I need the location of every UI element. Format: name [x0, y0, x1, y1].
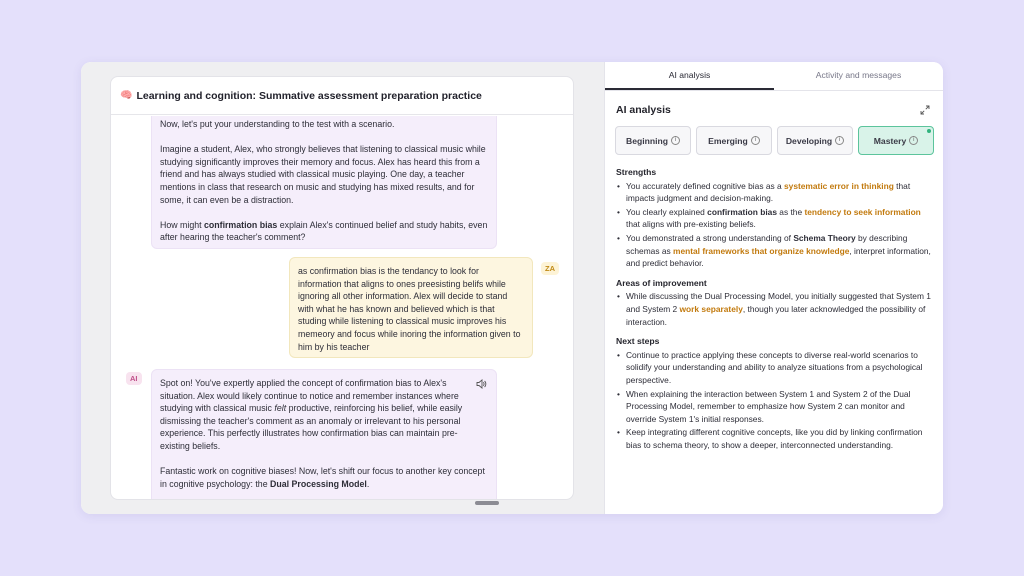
analysis-content: [616, 166, 936, 458]
chat-pane: [81, 62, 604, 514]
list-item: • You accurately defined cognitive bias as a systematic error in thinking that impacts judgment and decision-making.: [616, 180, 936, 205]
selected-indicator: [927, 129, 931, 133]
message-paragraph: Fantastic work on cognitive biases! Now, let's shift our focus to another key concept in cognitive psychology: the Dual Processing Model.: [160, 466, 485, 489]
user-avatar: ZA: [541, 262, 559, 275]
level-developing[interactable]: Developing i: [777, 126, 853, 155]
brain-icon: 🧠: [120, 90, 133, 101]
info-icon[interactable]: i: [909, 136, 918, 145]
ai-message: [151, 369, 497, 499]
app-window: [81, 62, 943, 514]
list-item: • You demonstrated a strong understanding of Schema Theory by describing schemas as mental frameworks that organize knowledge, interpret information, and predict behavior.: [616, 232, 936, 270]
list-item: • Continue to practice applying these concepts to diverse real-world scenarios to solidify your understanding and ability to analyze situations from a psychological perspective.: [616, 349, 936, 387]
list-item: • When explaining the interaction between System 1 and System 2 of the Dual Processing Model, remember to emphasize how System 2 can monitor and override System 1's initial responses.: [616, 388, 936, 426]
analysis-pane: [604, 62, 943, 514]
message-paragraph: How might confirmation bias explain Alex's continued belief and study habits, even after hearing the teacher's comment?: [160, 219, 488, 243]
info-icon[interactable]: i: [751, 136, 760, 145]
message-paragraph: Now, let's put your understanding to the test with a scenario.: [160, 119, 395, 129]
mastery-level-selector: [615, 126, 934, 155]
section-heading: Areas of improvement: [616, 277, 707, 288]
panel-tabs: [605, 62, 943, 91]
user-message: [289, 257, 533, 358]
tab-activity-messages[interactable]: Activity and messages: [815, 70, 902, 80]
resize-handle[interactable]: [475, 501, 499, 505]
section-heading: Next steps: [616, 336, 660, 347]
message-paragraph: Imagine a student, Alex, who strongly believes that listening to classical music while studying significantly improves their memory and focus. Alex has heard this from a friend and has always studied with classical music playing. One day, a teacher mentions in class that research on music and studying has mixed results, and for some, it can even be a distraction.: [160, 144, 486, 205]
list-item: • While discussing the Dual Processing Model, you initially suggested that System 1 and System 2 work separately, though you later acknowledged the possibility of interaction.: [616, 290, 936, 328]
chat-header: [111, 77, 573, 115]
list-item: • Keep integrating different cognitive concepts, like you did by linking confirmation bias to schema theory, to show a deeper, interconnected understanding.: [616, 426, 936, 451]
section-heading: Strengths: [616, 167, 657, 177]
chat-card: [110, 76, 574, 500]
next-steps-section: [616, 335, 936, 451]
message-text: as confirmation bias is the tendancy to look for information that aligns to ones preesisting belifs while ignoring all other information. Alex will decide to stand with what he has known and believed which is that studing while listening to classical music improves his memeory and focus while inoring the information given to him by his teacher: [298, 266, 521, 352]
level-emerging[interactable]: Emerging i: [696, 126, 772, 155]
chat-messages[interactable]: [111, 116, 573, 499]
ai-avatar: AI: [126, 372, 142, 385]
chat-title: Learning and cognition: Summative assessment preparation practice: [136, 89, 482, 102]
strengths-section: [616, 166, 936, 270]
tab-ai-analysis[interactable]: AI analysis: [605, 62, 774, 90]
speaker-icon[interactable]: [475, 378, 487, 390]
list-item: • You clearly explained confirmation bias as the tendency to seek information that aligns with pre-existing beliefs.: [616, 206, 936, 231]
info-icon[interactable]: i: [671, 136, 680, 145]
ai-message: [151, 116, 497, 249]
message-paragraph: Spot on! You've expertly applied the concept of confirmation bias to Alex's situation. Alex would likely continue to notice and remember instances where studying with classical music felt productive, reinforcing his belief, while easily dismissing the teacher's comment as an anomaly or irrelevant to his personal experience. This perfectly illustrates how confirmation bias can maintain pre-existing beliefs.: [160, 378, 463, 451]
panel-title: AI analysis: [616, 104, 671, 116]
expand-icon[interactable]: [920, 105, 930, 115]
improvement-section: [616, 277, 936, 328]
info-icon[interactable]: i: [835, 136, 844, 145]
level-mastery[interactable]: Mastery i: [858, 126, 934, 155]
level-beginning[interactable]: Beginning i: [615, 126, 691, 155]
